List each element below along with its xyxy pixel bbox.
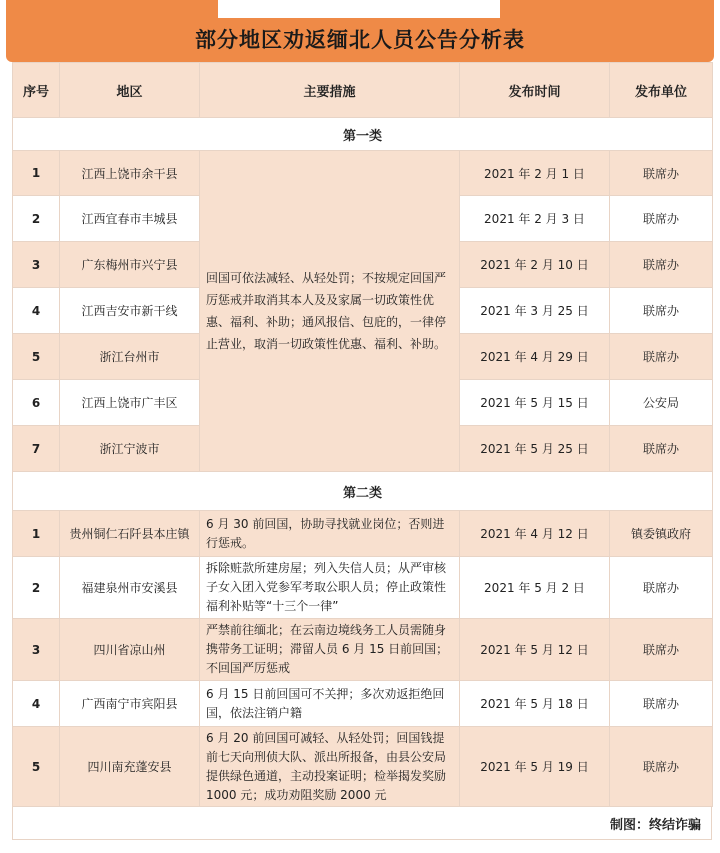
row-measure: 6 月 30 前回国，协助寻找就业岗位；否则进行惩戒。 [200, 511, 460, 557]
row-unit: 公安局 [610, 380, 713, 426]
header-no: 序号 [13, 63, 60, 118]
row-no: 3 [13, 619, 60, 681]
row-date: 2021 年 5 月 12 日 [460, 619, 610, 681]
announcement-table [12, 62, 713, 807]
page-title: 部分地区劝返缅北人员公告分析表 [195, 28, 525, 52]
row-region: 江西上饶市广丰区 [60, 380, 200, 426]
row-unit: 联席办 [610, 681, 713, 727]
row-date: 2021 年 2 月 3 日 [460, 196, 610, 242]
row-unit: 联席办 [610, 426, 713, 472]
row-unit: 联席办 [610, 334, 713, 380]
row-region: 贵州铜仁石阡县本庄镇 [60, 511, 200, 557]
row-unit: 联席办 [610, 242, 713, 288]
table-row [13, 619, 713, 681]
row-no: 4 [13, 288, 60, 334]
row-no: 2 [13, 196, 60, 242]
header-measure: 主要措施 [200, 63, 460, 118]
row-unit: 联席办 [610, 727, 713, 807]
row-unit: 联席办 [610, 288, 713, 334]
row-measure: 6 月 20 前回国可减轻、从轻处罚；回国钱提前七天向刑侦大队、派出所报备，由县公安局提供绿色通道，主动投案证明；检举揭发奖励 1000 元；成功劝阻奖励 2000 元 [200, 727, 460, 807]
section-1-label: 第一类 [13, 118, 713, 151]
header-unit: 发布单位 [610, 63, 713, 118]
row-no: 6 [13, 380, 60, 426]
row-date: 2021 年 2 月 10 日 [460, 242, 610, 288]
credit-label: 制图：终结诈骗 [609, 818, 701, 833]
row-measure: 拆除赃款所建房屋；列入失信人员；从严审核子女入团入党参军考取公职人员；停止政策性福利补贴等“十三个一律” [200, 557, 460, 619]
row-no: 1 [13, 151, 60, 196]
row-measure: 6 月 15 日前回国可不关押；多次劝返拒绝回国，依法注销户籍 [200, 681, 460, 727]
shared-measure: 回国可依法减轻、从轻处罚；不按规定回国严厉惩戒并取消其本人及及家属一切政策性优惠、福利、补助；通风报信、包庇的，一律停止营业，取消一切政策性优惠、福利、补助。 [200, 151, 460, 472]
row-no: 5 [13, 727, 60, 807]
section-2-label: 第二类 [13, 472, 713, 511]
header-date: 发布时间 [460, 63, 610, 118]
row-date: 2021 年 4 月 29 日 [460, 334, 610, 380]
row-region: 广东梅州市兴宁县 [60, 242, 200, 288]
row-region: 四川南充蓬安县 [60, 727, 200, 807]
row-date: 2021 年 5 月 15 日 [460, 380, 610, 426]
row-region: 江西吉安市新干线 [60, 288, 200, 334]
row-region: 四川省凉山州 [60, 619, 200, 681]
row-date: 2021 年 5 月 25 日 [460, 426, 610, 472]
row-region: 浙江台州市 [60, 334, 200, 380]
row-date: 2021 年 2 月 1 日 [460, 151, 610, 196]
table-row [13, 681, 713, 727]
header-region: 地区 [60, 63, 200, 118]
row-date: 2021 年 3 月 25 日 [460, 288, 610, 334]
row-unit: 联席办 [610, 557, 713, 619]
row-date: 2021 年 5 月 19 日 [460, 727, 610, 807]
row-region: 江西宜春市丰城县 [60, 196, 200, 242]
row-region: 广西南宁市宾阳县 [60, 681, 200, 727]
row-no: 7 [13, 426, 60, 472]
header-row [13, 63, 713, 118]
row-region: 江西上饶市余干县 [60, 151, 200, 196]
row-measure: 严禁前往缅北；在云南边境线务工人员需随身携带务工证明；滞留人员 6 月 15 日前回国；不回国严厉惩戒 [200, 619, 460, 681]
table-row [13, 151, 713, 196]
table-row [13, 727, 713, 807]
row-region: 福建泉州市安溪县 [60, 557, 200, 619]
row-date: 2021 年 4 月 12 日 [460, 511, 610, 557]
row-no: 4 [13, 681, 60, 727]
table-row [13, 557, 713, 619]
row-region: 浙江宁波市 [60, 426, 200, 472]
banner-notch [218, 0, 500, 18]
row-no: 1 [13, 511, 60, 557]
row-date: 2021 年 5 月 18 日 [460, 681, 610, 727]
row-unit: 联席办 [610, 196, 713, 242]
row-no: 5 [13, 334, 60, 380]
table-footer [12, 806, 712, 840]
row-unit: 联席办 [610, 619, 713, 681]
row-no: 3 [13, 242, 60, 288]
row-unit: 镇委镇政府 [610, 511, 713, 557]
row-no: 2 [13, 557, 60, 619]
row-unit: 联席办 [610, 151, 713, 196]
table-row [13, 511, 713, 557]
row-date: 2021 年 5 月 2 日 [460, 557, 610, 619]
